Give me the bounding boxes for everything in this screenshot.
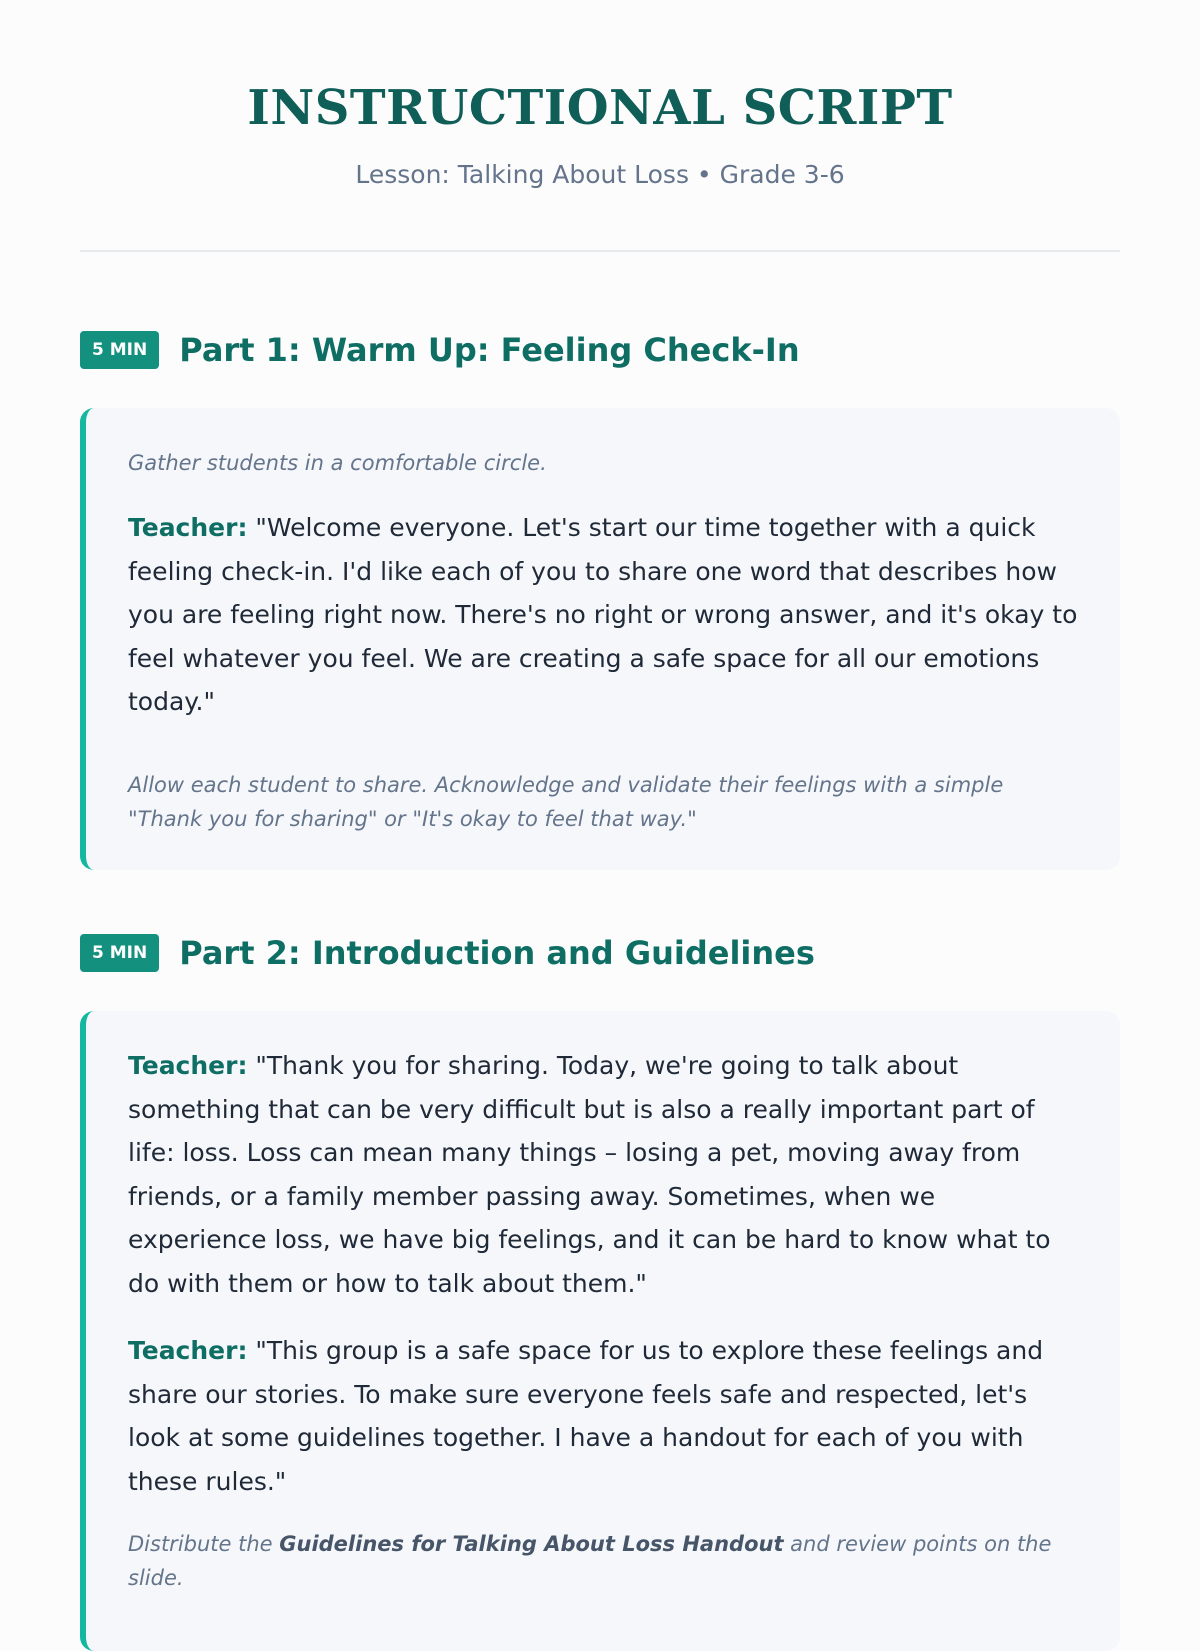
stage-direction: Allow each student to share. Acknowledge and validate their feelings with a simple "Thank you for sharing" or "It's okay to feel that way." (128, 772, 1004, 831)
stage-direction (128, 1527, 1080, 1595)
section-2-script-card (80, 1011, 1120, 1651)
duration-badge: 5 MIN (80, 934, 159, 972)
handout-name: Guidelines for Talking About Loss Handout (279, 1532, 784, 1556)
duration-badge: 5 MIN (80, 331, 159, 369)
section-1-heading (80, 330, 1120, 370)
section-2-title: Part 2: Introduction and Guidelines (179, 934, 815, 972)
speaker-label: Teacher: (128, 513, 248, 542)
section-2-heading (80, 933, 1120, 973)
teacher-line (128, 1329, 1080, 1503)
teacher-line-text: "This group is a safe space for us to explore these feelings and share our stories. To make sure everyone feels safe and respected, let's look at some guidelines together. I have a handout for each of you with these rules." (128, 1336, 1044, 1496)
stage-direction-after: and review points on the slide. (128, 1532, 1052, 1590)
teacher-line-text: "Welcome everyone. Let's start our time together with a quick feeling check-in. I'd like each of you to share one word that describes how you are feeling right now. There's no right or wrong answer, and it's okay to feel whatever you feel. We are creating a safe space for all our emotions today." (128, 513, 1078, 716)
stage-direction-before: Distribute the (128, 1532, 280, 1556)
lesson-subtitle: Lesson: Talking About Loss • Grade 3-6 (355, 160, 845, 189)
teacher-line (128, 1044, 1080, 1305)
section-1-title: Part 1: Warm Up: Feeling Check-In (179, 331, 800, 369)
document-title: INSTRUCTIONAL SCRIPT (247, 80, 953, 136)
teacher-line-text: "Thank you for sharing. Today, we're going to talk about something that can be very difficult but is also a really important part of life: loss. Loss can mean many things – losing a pet, moving away from friends, or a family member passing away. Sometimes, when we experience loss, we have big feelings, and it can be hard to know what to do with them or how to talk about them." (128, 1051, 1051, 1298)
header-divider (80, 250, 1120, 252)
stage-direction: Gather students in a comfortable circle. (128, 451, 547, 475)
section-1-script-card (80, 408, 1120, 870)
teacher-line (128, 506, 1080, 724)
speaker-label: Teacher: (128, 1051, 248, 1080)
speaker-label: Teacher: (128, 1336, 248, 1365)
